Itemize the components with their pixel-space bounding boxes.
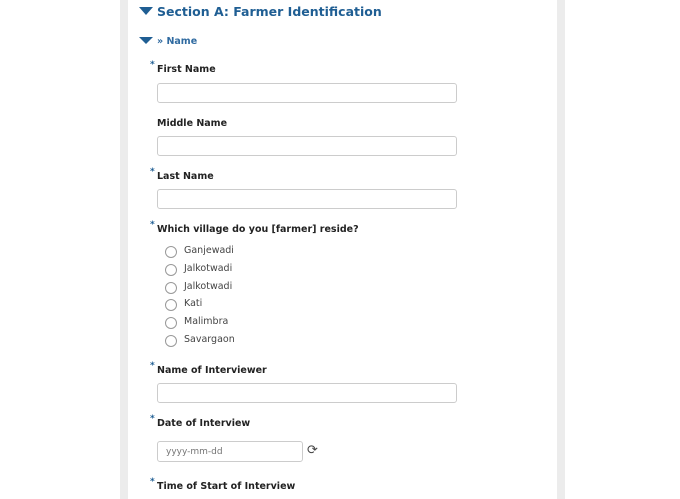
- label-text: Name of Interviewer: [157, 365, 267, 376]
- first-name-label: [150, 60, 216, 75]
- village-radio[interactable]: [165, 317, 177, 329]
- label-text: Time of Start of Interview: [157, 481, 296, 492]
- panel-border-right: [557, 0, 565, 499]
- middle-name-input[interactable]: [157, 136, 457, 156]
- village-label: [150, 220, 359, 235]
- village-option-label[interactable]: Jalkotwadi: [184, 281, 233, 292]
- middle-name-label: Middle Name: [157, 118, 228, 129]
- required-mark: *: [150, 361, 155, 371]
- village-option-label[interactable]: Ganjewadi: [184, 245, 234, 256]
- village-radio[interactable]: [165, 299, 177, 311]
- village-option-label[interactable]: Jalkotwadi: [184, 263, 233, 274]
- section-title[interactable]: Section A: Farmer Identification: [157, 4, 382, 19]
- refresh-icon[interactable]: ⟳: [307, 443, 318, 458]
- last-name-label: [150, 167, 214, 182]
- label-text: Date of Interview: [157, 418, 251, 429]
- panel-border-left: [120, 0, 128, 499]
- village-option-label[interactable]: Kati: [184, 298, 203, 309]
- last-name-input[interactable]: [157, 189, 457, 209]
- village-radio[interactable]: [165, 246, 177, 258]
- village-radio[interactable]: [165, 264, 177, 276]
- village-radio[interactable]: [165, 282, 177, 294]
- village-option-label[interactable]: Malimbra: [184, 316, 229, 327]
- label-text: Which village do you [farmer] reside?: [157, 224, 359, 235]
- required-mark: *: [150, 477, 155, 487]
- required-mark: *: [150, 220, 155, 230]
- time-start-label: [150, 477, 296, 492]
- interviewer-input[interactable]: [157, 383, 457, 403]
- village-radio[interactable]: [165, 335, 177, 347]
- interviewer-label: [150, 361, 267, 376]
- group-title[interactable]: » Name: [157, 36, 198, 47]
- label-text: First Name: [157, 64, 216, 75]
- required-mark: *: [150, 414, 155, 424]
- label-text: Last Name: [157, 171, 214, 182]
- collapse-section-icon[interactable]: [139, 7, 153, 15]
- first-name-input[interactable]: [157, 83, 457, 103]
- collapse-group-icon[interactable]: [139, 37, 153, 44]
- required-mark: *: [150, 167, 155, 177]
- village-option-label[interactable]: Savargaon: [184, 334, 235, 345]
- date-label: [150, 414, 251, 429]
- required-mark: *: [150, 60, 155, 70]
- date-input[interactable]: [157, 441, 303, 462]
